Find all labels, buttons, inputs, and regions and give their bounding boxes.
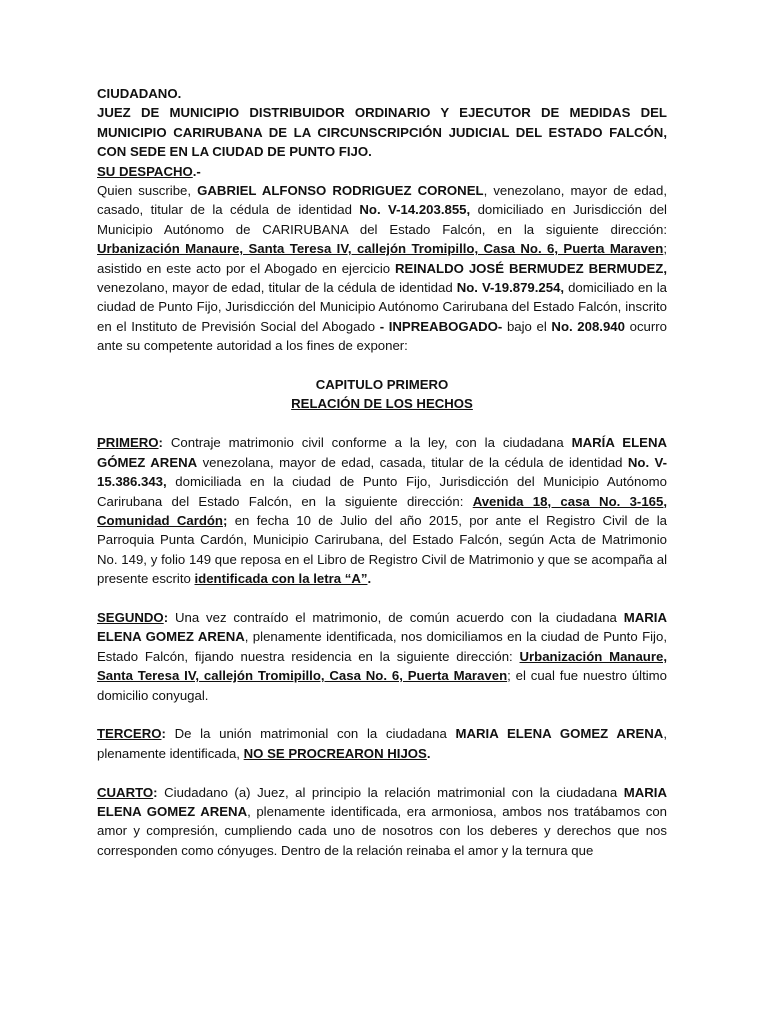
no-children-statement: NO SE PROCREARON HIJOS — [243, 745, 427, 761]
conjugal-address: Urbanización Manaure, Santa Teresa IV, callejón Tromipillo, Casa No. 6, Puerta Maraven — [97, 648, 667, 684]
tercero-paragraph: TERCERO: De la unión matrimonial con la ciudadana MARIA ELENA GOMEZ ARENA, plenamente identificada, NO SE PROCREARON HIJOS. — [97, 726, 667, 761]
cuarto-paragraph: CUARTO: Ciudadano (a) Juez, al principio la relación matrimonial con la ciudadana MARIA ELENA GOMEZ ARENA, plenamente identificada, era armoniosa, ambos nos tratábamos con amor y compresión, cumpliendo cada uno de nosotros con los deberes y derechos que nos corresponden como cónyuges. Dentro de la relación reinaba el amor y la ternura que — [97, 784, 667, 858]
segundo-label: SEGUNDO — [97, 609, 164, 625]
spouse-name: MARIA ELENA GOMEZ ARENA — [97, 784, 667, 819]
chapter-title: CAPITULO PRIMERO — [315, 377, 449, 393]
lawyer-id: No. V-19.879.254, — [456, 280, 565, 296]
primero-paragraph: PRIMERO: Contraje matrimonio civil conforme a la ley, con la ciudadana MARÍA ELENA GÓMEZ ARENA venezolana, mayor de edad, casada, titular de la cédula de identidad No. V-15.386.343, domiciliada en la ciudad de Punto Fijo, Jurisdicción del Municipio Autónomo Carirubana del Estado Falcón, en la siguiente dirección: Avenida 18, casa No. 3-165, Comunidad Cardón; en fecha 10 de Julio del año 2015, por ante el Registro Civil de la Parroquia Punta Cardón, Municipio Carirubana, del Estado Falcón, según Acta de Matrimonio No. 149, y folio 149 que reposa en el Libro de Registro Civil de Matrimonio y que se acompaña al presente escrito identificada con la letra “A”. — [97, 435, 667, 587]
petitioner-name: GABRIEL ALFONSO RODRIGUEZ CORONEL — [197, 183, 484, 199]
chapter-heading — [97, 375, 667, 394]
chapter-subtitle: RELACIÓN DE LOS HECHOS — [291, 396, 473, 412]
primero-label: PRIMERO — [97, 435, 159, 451]
court-heading — [97, 103, 667, 161]
segundo-paragraph: SEGUNDO: Una vez contraído el matrimonio, de común acuerdo con la ciudadana MARIA ELENA GOMEZ ARENA, plenamente identificada, nos domiciliamos en la ciudad de Punto Fijo, Estado Falcón, fijando nuestra residencia en la siguiente dirección: Urbanización Manaure, Santa Teresa IV, callejón Tromipillo, Casa No. 6, Puerta Maraven; el cual fue nuestro último domicilio conyugal. — [97, 609, 667, 703]
addressee: CIUDADANO. — [97, 86, 182, 101]
inpreabogado: - INPREABOGADO- — [379, 318, 503, 334]
petitioner-address: Urbanización Manaure, Santa Teresa IV, callejón Tromipillo, Casa No. 6, Puerta Maraven — [97, 241, 664, 257]
inpreabogado-number: No. 208.940 — [551, 318, 625, 334]
annex-reference: identificada con la letra “A” — [194, 571, 368, 587]
tercero-label: TERCERO — [97, 726, 162, 742]
court-name: JUEZ DE MUNICIPIO DISTRIBUIDOR ORDINARIO Y EJECUTOR DE MEDIDAS DEL MUNICIPIO CARIRUBANA DE LA CIRCUNSCRIPCIÓN JUDICIAL DEL ESTADO FALCÓN, CON SEDE EN LA CIUDAD DE PUNTO FIJO. — [97, 105, 667, 160]
intro-paragraph: Quien suscribe, GABRIEL ALFONSO RODRIGUEZ CORONEL, venezolano, mayor de edad, casado, titular de la cédula de identidad No. V-14.203.855, domiciliado en Jurisdicción del Municipio Autónomo de CARIRUBANA del Estado Falcón, en la siguiente dirección: Urbanización Manaure, Santa Teresa IV, callejón Tromipillo, Casa No. 6, Puerta Maraven; asistido en este acto por el Abogado en ejercicio REINALDO JOSÉ BERMUDEZ BERMUDEZ, venezolano, mayor de edad, titular de la cédula de identidad No. V-19.879.254, domiciliado en la ciudad de Punto Fijo, Jurisdicción del Municipio Autónomo Carirubana del Estado Falcón, inscrito en el Instituto de Previsión Social del Abogado - INPREABOGADO- bajo el No. 208.940 ocurro ante su competente autoridad a los fines de exponer: — [97, 183, 668, 354]
spouse-name: MARIA ELENA GOMEZ ARENA — [455, 726, 664, 742]
spouse-address: Avenida 18, casa No. 3-165, Comunidad Cardón — [97, 493, 667, 528]
spouse-name: MARÍA ELENA GÓMEZ ARENA — [97, 435, 667, 470]
despacho-line: SU DESPACHO.- — [97, 163, 201, 179]
cuarto-label: CUARTO — [97, 784, 154, 800]
despacho-label: SU DESPACHO — [97, 163, 193, 179]
spouse-id: No. V-15.386.343, — [97, 454, 667, 490]
chapter-subheading — [97, 394, 667, 413]
petitioner-id: No. V-14.203.855, — [359, 202, 471, 218]
lawyer-name: REINALDO JOSÉ BERMUDEZ BERMUDEZ, — [395, 260, 667, 276]
spouse-name: MARIA ELENA GOMEZ ARENA — [97, 609, 667, 645]
addressee-line — [97, 84, 667, 103]
